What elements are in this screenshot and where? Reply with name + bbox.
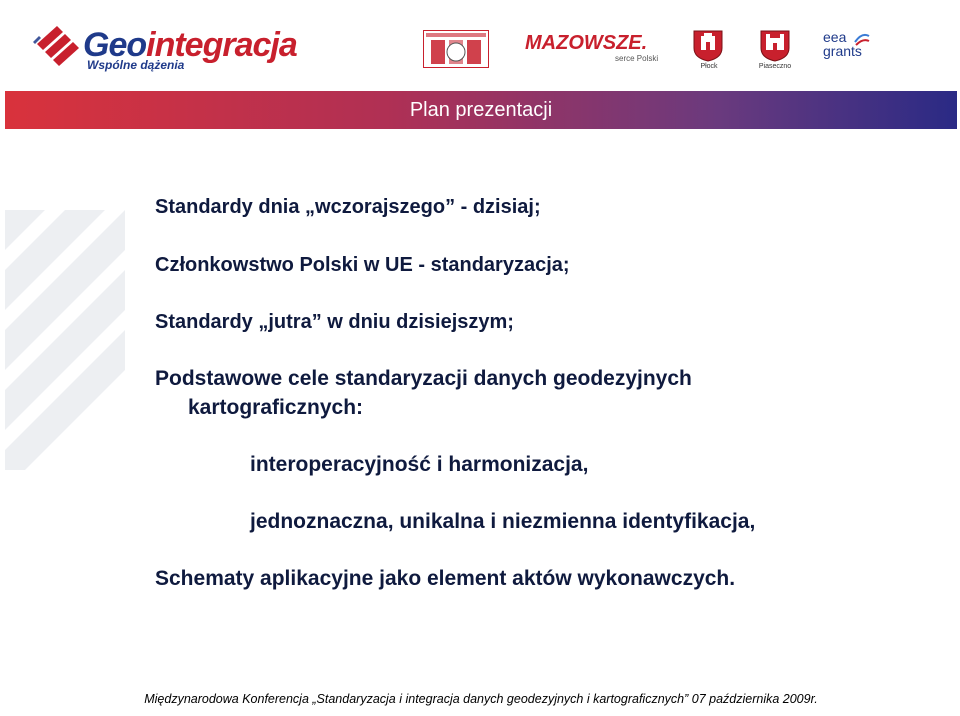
geointegracja-logo-icon — [33, 22, 83, 66]
piaseczno-label: Piaseczno — [758, 63, 792, 70]
background-stripes — [5, 210, 125, 470]
eea-grants-logo — [823, 30, 883, 70]
piaseczno-logo — [753, 30, 797, 74]
sub-bullet-line-2: jednoznaczna, unikalna i niezmienna identyfikacja, — [250, 510, 756, 533]
bullet-line-3: Standardy „jutra” w dniu dzisiejszym; — [155, 311, 514, 333]
plock-coat-of-arms-icon — [693, 30, 723, 62]
eea-swirl-icon — [853, 30, 871, 48]
brand-name-dark: Geo — [83, 26, 147, 64]
bullet-line-1: Standardy dnia „wczorajszego” - dzisiaj; — [155, 196, 541, 218]
bullet-line-5: Schematy aplikacyjne jako element aktów wykonawczych. — [155, 567, 736, 590]
brand-tagline: Wspólne dążenia — [87, 58, 185, 72]
slide — [5, 0, 957, 714]
mazowsze-subtext: serce Polski — [615, 54, 659, 63]
grants-text: grants — [823, 43, 862, 59]
bullet-line-4-continued: kartograficznych: — [188, 396, 364, 419]
sub-bullet-line-1: interoperacyjność i harmonizacja, — [250, 453, 589, 476]
mazowsze-logo — [525, 32, 665, 68]
piaseczno-coat-of-arms-icon — [760, 30, 790, 62]
footer-caption: Międzynarodowa Konferencja „Standaryzacja i integracja danych geodezyjnych i kartograficznych” 07 października 2009r. — [144, 692, 818, 706]
eea-text: eea — [823, 29, 847, 45]
title-bar — [5, 91, 957, 129]
bullet-line-2: Członkowstwo Polski w UE - standaryzacja; — [155, 254, 570, 276]
brand-name-red: integracja — [146, 26, 297, 64]
mazowsze-text: MAZOWSZE. — [525, 32, 648, 54]
logo-header — [5, 0, 957, 88]
slide-title: Plan prezentacji — [409, 99, 553, 121]
plock-label: Płock — [700, 63, 718, 70]
institution-logo-icon — [423, 30, 489, 68]
plock-logo — [689, 30, 729, 74]
bullet-line-4: Podstawowe cele standaryzacji danych geodezyjnych — [155, 367, 692, 390]
